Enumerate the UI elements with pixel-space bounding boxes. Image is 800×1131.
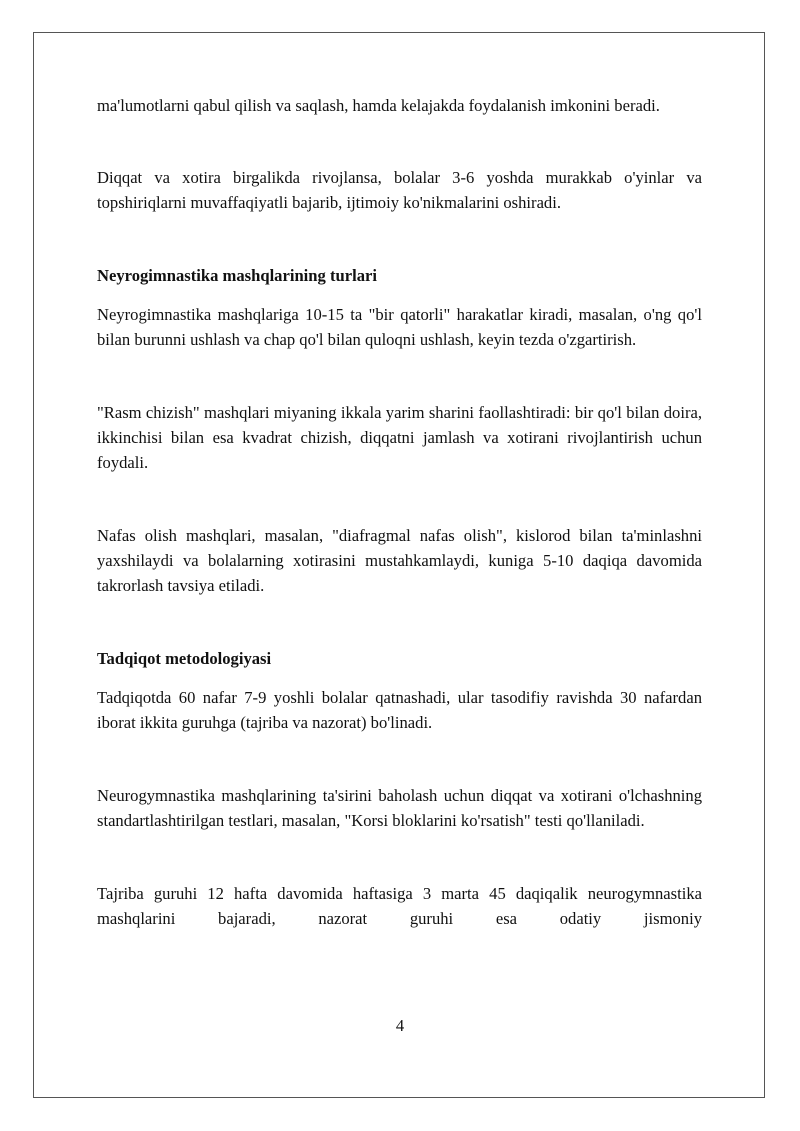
paragraph-standardized-tests: Neurogymnastika mashqlarining ta'sirini baholash uchun diqqat va xotirani o'lchashning standartlashtirilgan testlari, masalan, "Korsi bloklarini ko'rsatish" testi qo'llaniladi. — [97, 786, 702, 830]
paragraph-memory-intro: ma'lumotlarni qabul qilish va saqlash, hamda kelajakda foydalanish imkonini beradi. — [97, 96, 660, 115]
page-number: 4 — [395, 1016, 405, 1035]
paragraph-participants: Tadqiqotda 60 nafar 7-9 yoshli bolalar qatnashadi, ular tasodifiy ravishda 30 nafardan iborat ikkita guruhga (tajriba va nazorat) bo'linadi. — [97, 688, 702, 732]
paragraph-single-line-movements: Neyrogimnastika mashqlariga 10-15 ta "bir qatorli" harakatlar kiradi, masalan, o'ng qo'l bilan burunni ushlash va chap qo'l bilan quloqni ushlash, keyin tezda o'zgartirish. — [97, 305, 702, 349]
paragraph-experimental-group: Tajriba guruhi 12 hafta davomida haftasiga 3 marta 45 daqiqalik neurogymnastika mashqlarini bajaradi, nazorat guruhi esa odatiy jismoniy — [97, 884, 702, 928]
heading-exercise-types: Neyrogimnastika mashqlarining turlari — [97, 266, 377, 285]
page-content — [97, 93, 702, 931]
paragraph-breathing-exercises: Nafas olish mashqlari, masalan, "diafragmal nafas olish", kislorod bilan ta'minlashni yaxshilaydi va bolalarning xotirasini mustahkamlaydi, kuniga 5-10 daqiqa davomida takrorlash tavsiya etiladi. — [97, 526, 702, 595]
heading-research-methodology: Tadqiqot metodologiyasi — [97, 649, 272, 668]
paragraph-attention-memory: Diqqat va xotira birgalikda rivojlansa, bolalar 3-6 yoshda murakkab o'yinlar va topshiriqlarni muvaffaqiyatli bajarib, ijtimoiy ko'nikmalarini oshiradi. — [97, 168, 702, 212]
paragraph-drawing-exercises: "Rasm chizish" mashqlari miyaning ikkala yarim sharini faollashtiradi: bir qo'l bilan doira, ikkinchisi bilan esa kvadrat chizish, diqqatni jamlash va xotirani rivojlantirish uchun foydali. — [97, 403, 702, 472]
